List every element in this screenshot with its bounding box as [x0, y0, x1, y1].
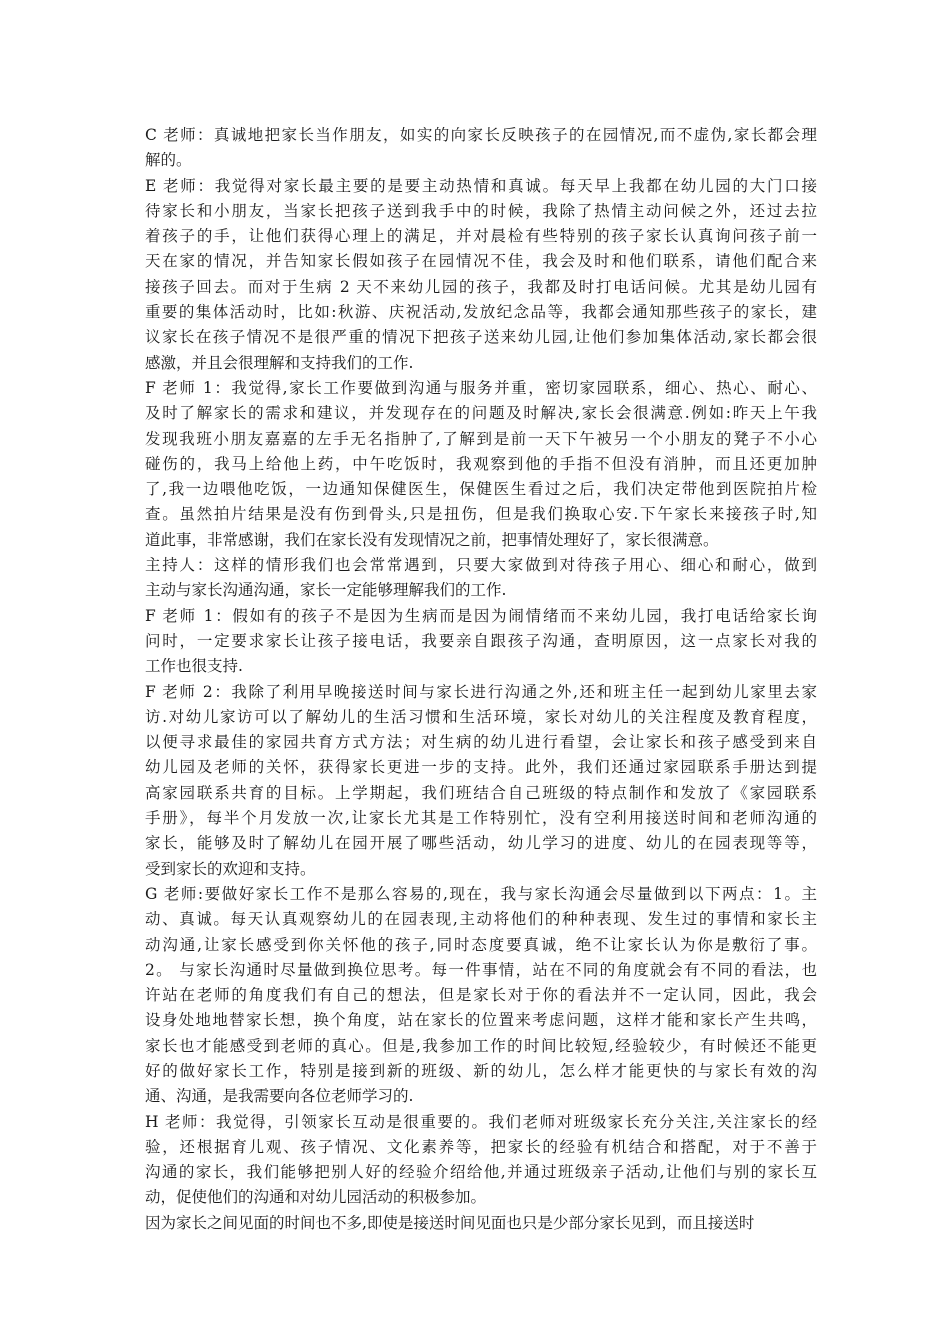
text-line: 家长，能够及时了解幼儿在园开展了哪些活动，幼儿学习的进度、幼儿的在园表现等等， [145, 834, 817, 853]
text-line: 发现我班小朋友嘉嘉的左手无名指肿了,了解到是前一天下午被另一个小朋友的凳子不小心 [145, 429, 817, 448]
paragraph [145, 1110, 817, 1211]
text-line: 动沟通,让家长感受到你关怀他的孩子,同时态度要真诚，绝不让家长认为你是敷衍了事。 [145, 935, 817, 954]
paragraph [145, 123, 817, 174]
text-line: 重要的集体活动时，比如:秋游、庆祝活动,发放纪念品等，我都会通知那些孩子的家长，建 [145, 303, 817, 322]
text-line: E 老师：我觉得对家长最主要的是要主动热情和真诚。每天早上我都在幼儿园的大门口接 [145, 176, 817, 195]
text-line: 主持人：这样的情形我们也会常常遇到，只要大家做到对待孩子用心、细心和耐心，做到 [145, 556, 817, 575]
text-line: 查。虽然拍片结果是没有伤到骨头,只是扭伤，但是我们换取心安.下午家长来接孩子时,知 [145, 505, 817, 524]
text-line: 沟通的家长，我们能够把别人好的经验介绍给他,并通过班级亲子活动,让他们与别的家长互 [145, 1163, 817, 1182]
text-line: 及时了解家长的需求和建议，并发现存在的问题及时解决,家长会很满意.例如:昨天上午我 [145, 404, 817, 423]
text-line: 议家长在孩子情况不是很严重的情况下把孩子送来幼儿园,让他们参加集体活动,家长都会很 [145, 328, 817, 347]
text-line: 许站在老师的角度我们有自己的想法，但是家长对于你的看法并不一定认同，因此，我会 [145, 986, 817, 1005]
document-body [145, 123, 817, 1236]
text-line: 天在家的情况，并告知家长假如孩子在园情况不佳，我会及时和他们联系，请他们配合来 [145, 252, 817, 271]
paragraph [145, 174, 817, 376]
paragraph [145, 882, 817, 1110]
text-line: 通、沟通，是我需要向各位老师学习的. [145, 1087, 414, 1106]
text-line: 感激，并且会很理解和支持我们的工作. [145, 353, 414, 372]
text-line: 解的。 [145, 151, 192, 170]
text-line: 工作也很支持. [145, 657, 243, 676]
text-line: 主动与家长沟通沟通，家长一定能够理解我们的工作. [145, 581, 507, 600]
text-line: 动、真诚。每天认真观察幼儿的在园表现,主动将他们的种种表现、发生过的事情和家长主 [145, 910, 817, 929]
text-line: 验，还根据育儿观、孩子情况、文化素养等，把家长的经验有机结合和搭配，对于不善于 [145, 1137, 817, 1156]
text-line: 道此事，非常感谢，我们在家长没有发现情况之前，把事情处理好了，家长很满意。 [145, 530, 719, 549]
text-line: 着孩子的手，让他们获得心理上的满足，并对晨检有些特别的孩子家长认真询问孩子前一 [145, 227, 817, 246]
text-line: F 老师 1：我觉得,家长工作要做到沟通与服务并重，密切家园联系，细心、热心、耐心、 [145, 378, 817, 397]
text-line: 了,我一边喂他吃饭，一边通知保健医生，保健医生看过之后，我们决定带他到医院拍片检 [145, 480, 817, 499]
paragraph [145, 680, 817, 882]
text-line: 接孩子回去。而对于生病 2 天不来幼儿园的孩子，我都及时打电话问候。尤其是幼儿园有 [145, 277, 817, 296]
text-line: 以便寻求最佳的家园共育方式方法；对生病的幼儿进行看望，会让家长和孩子感受到来自 [145, 733, 817, 752]
text-line: F 老师 1：假如有的孩子不是因为生病而是因为闹情绪而不来幼儿园，我打电话给家长询 [145, 606, 817, 625]
text-line: 动，促使他们的沟通和对幼儿园活动的积极参加。 [145, 1188, 487, 1207]
text-line: 手册》，每半个月发放一次,让家长尤其是工作特别忙，没有空利用接送时间和老师沟通的 [145, 809, 817, 828]
text-line: 家长也才能感受到老师的真心。但是,我参加工作的时间比较短,经验较少，有时候还不能更 [145, 1036, 817, 1055]
paragraph [145, 1211, 817, 1236]
paragraph [145, 376, 817, 553]
text-line: 访.对幼儿家访可以了解幼儿的生活习惯和生活环境，家长对幼儿的关注程度及教育程度， [145, 707, 817, 726]
text-line: F 老师 2：我除了利用早晚接送时间与家长进行沟通之外,还和班主任一起到幼儿家里去家 [145, 682, 817, 701]
text-line: 高家园联系共育的目标。上学期起，我们班结合自己班级的特点制作和发放了《家园联系 [145, 783, 817, 802]
text-line: 碰伤的，我马上给他上药，中午吃饭时，我观察到他的手指不但没有消肿，而且还更加肿 [145, 454, 817, 473]
text-line: C 老师：真诚地把家长当作朋友，如实的向家长反映孩子的在园情况,而不虚伪,家长都会理 [145, 126, 817, 144]
text-line: 受到家长的欢迎和支持。 [145, 859, 316, 878]
text-line: G 老师:要做好家长工作不是那么容易的,现在，我与家长沟通会尽量做到以下两点：1。主 [145, 884, 817, 903]
text-line: 问时，一定要求家长让孩子接电话，我要亲自跟孩子沟通，查明原因，这一点家长对我的 [145, 631, 817, 650]
text-line: 待家长和小朋友，当家长把孩子送到我手中的时候，我除了热情主动问候之外，还过去拉 [145, 201, 817, 220]
text-line: 设身处地地替家长想，换个角度，站在家长的位置来考虑问题，这样才能和家长产生共鸣， [145, 1011, 817, 1030]
text-line: 好的做好家长工作，特别是接到新的班级、新的幼儿，怎么样才能更快的与家长有效的沟 [145, 1061, 817, 1080]
text-line: H 老师：我觉得，引领家长互动是很重要的。我们老师对班级家长充分关注,关注家长的经 [145, 1112, 817, 1131]
text-line: 因为家长之间见面的时间也不多,即使是接送时间见面也只是少部分家长见到，而且接送时 [145, 1213, 755, 1232]
paragraph [145, 604, 817, 680]
text-line: 幼儿园及老师的关怀，获得家长更进一步的支持。此外，我们还通过家园联系手册达到提 [145, 758, 817, 777]
text-line: 2。 与家长沟通时尽量做到换位思考。每一件事情，站在不同的角度就会有不同的看法，也 [145, 960, 817, 979]
paragraph [145, 553, 817, 604]
